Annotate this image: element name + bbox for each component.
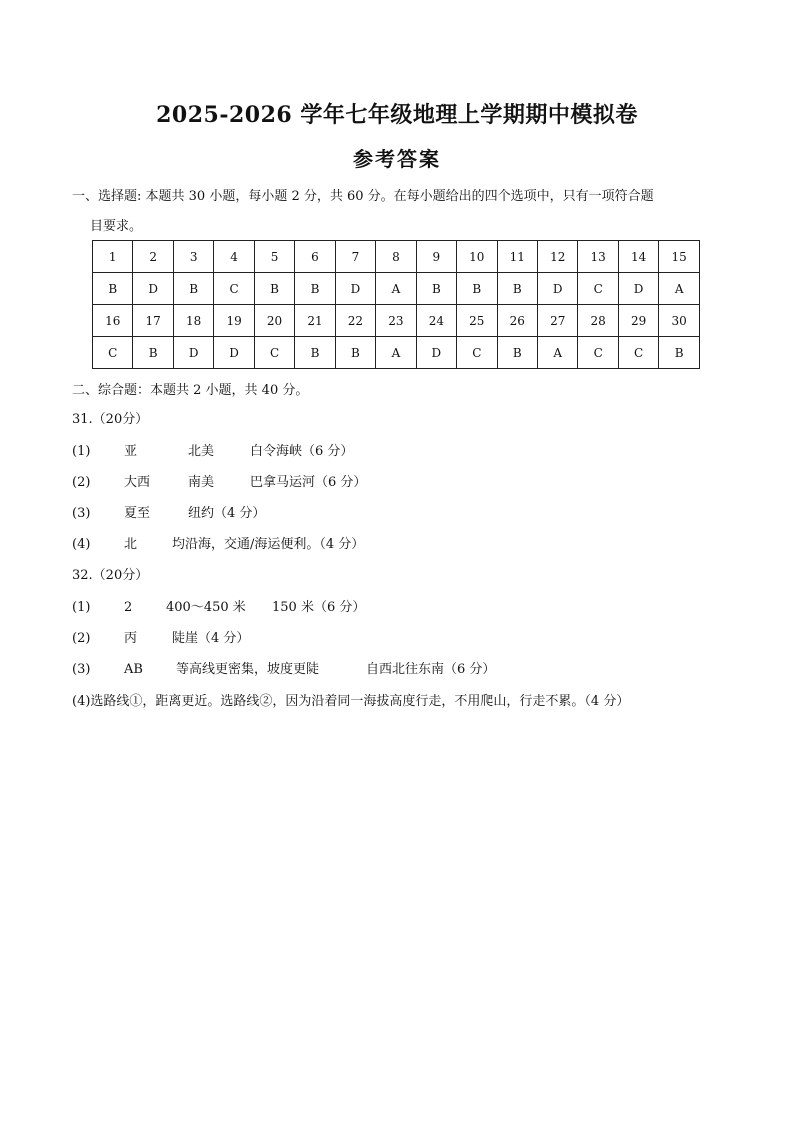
answer-part: AB (124, 662, 143, 677)
q31-answer-4 (72, 533, 364, 552)
answer-letter-cell: B (497, 337, 537, 369)
answer-letter-cell: C (457, 337, 497, 369)
answer-number-cell: 19 (214, 305, 254, 337)
answer-letter-cell: B (457, 273, 497, 305)
answer-number-cell: 26 (497, 305, 537, 337)
section1-intro: 一、选择题: 本题共 30 小题，每小题 2 分，共 60 分。在每小题给出的四个选项中，只有一项符合题 (72, 189, 654, 204)
answer-number-cell: 24 (416, 305, 456, 337)
answer-number-cell: 11 (497, 241, 537, 273)
question-32-header: 32.（20分） (72, 568, 149, 583)
answer-letter-cell: B (497, 273, 537, 305)
answer-number-cell: 30 (659, 305, 700, 337)
item-number: (2) (72, 631, 91, 646)
answer-letter-cell: D (214, 337, 254, 369)
answer-table (92, 240, 700, 369)
answer-letter-cell: C (214, 273, 254, 305)
answer-letter-cell: B (254, 273, 294, 305)
answer-number-cell: 20 (254, 305, 294, 337)
answer-letter-cell: C (578, 337, 618, 369)
section1-intro-continued: 目要求。 (90, 219, 143, 234)
answer-number-cell: 8 (376, 241, 416, 273)
answer-letter-cell: B (93, 273, 133, 305)
q31-answer-3 (72, 502, 265, 521)
answer-part: 白令海峡（6 分） (250, 444, 354, 459)
answer-letter-cell: A (376, 273, 416, 305)
answer-part: 夏至 (124, 506, 151, 521)
q31-answer-2 (72, 471, 366, 490)
answer-number-cell: 22 (335, 305, 375, 337)
answer-letter-cell: D (618, 273, 658, 305)
answer-letter-cell: D (173, 337, 213, 369)
answer-number-cell: 16 (93, 305, 133, 337)
answer-number-cell: 3 (173, 241, 213, 273)
q31-answer-1 (72, 440, 353, 459)
answer-number-cell: 27 (537, 305, 577, 337)
q32-answer-1 (72, 596, 365, 615)
answer-part: 南美 (188, 475, 215, 490)
answer-letter-row (93, 273, 700, 305)
answer-part: 纽约（4 分） (188, 506, 266, 521)
answer-part: 等高线更密集，坡度更陡 (176, 662, 320, 677)
answer-number-cell: 7 (335, 241, 375, 273)
item-number: (2) (72, 475, 91, 490)
item-number: (1) (72, 444, 91, 459)
answer-letter-cell: C (578, 273, 618, 305)
answer-number-cell: 4 (214, 241, 254, 273)
answer-letter-cell: C (618, 337, 658, 369)
answer-number-row (93, 241, 700, 273)
answer-letter-cell: A (376, 337, 416, 369)
answer-number-cell: 15 (659, 241, 700, 273)
answer-letter-cell: B (659, 337, 700, 369)
answer-number-cell: 23 (376, 305, 416, 337)
answer-number-cell: 18 (173, 305, 213, 337)
answer-number-cell: 14 (618, 241, 658, 273)
item-number: (3) (72, 662, 91, 677)
answer-number-row (93, 305, 700, 337)
answer-part: 巴拿马运河（6 分） (250, 475, 367, 490)
answer-letter-cell: B (295, 273, 335, 305)
answer-number-cell: 9 (416, 241, 456, 273)
answer-letter-cell: A (659, 273, 700, 305)
answer-part: 丙 (124, 631, 138, 646)
q32-answer-2 (72, 627, 249, 646)
answer-letter-cell: D (537, 273, 577, 305)
answer-letter-cell: C (254, 337, 294, 369)
page-title: 2025-2026 学年七年级地理上学期期中模拟卷 (156, 102, 638, 128)
answer-part: 大西 (124, 475, 151, 490)
answer-part: 均沿海，交通/海运便利。（4 分） (172, 537, 365, 552)
answer-letter-cell: C (93, 337, 133, 369)
answer-letter-cell: B (295, 337, 335, 369)
answer-number-cell: 13 (578, 241, 618, 273)
item-number: (3) (72, 506, 91, 521)
answer-number-cell: 21 (295, 305, 335, 337)
answer-letter-row (93, 337, 700, 369)
answer-part: 北美 (188, 444, 215, 459)
answer-part: 2 (124, 600, 133, 615)
page-subtitle: 参考答案 (353, 147, 441, 171)
q32-answer-4: (4)选路线①，距离更近。选路线②，因为沿着同一海拔高度行走，不用爬山，行走不累。（4 分） (72, 694, 630, 709)
answer-number-cell: 10 (457, 241, 497, 273)
answer-number-cell: 5 (254, 241, 294, 273)
answer-part: 150 米（6 分） (272, 600, 366, 615)
answer-number-cell: 25 (457, 305, 497, 337)
answer-part: 亚 (124, 444, 138, 459)
answer-part: 自西北往东南（6 分） (366, 662, 496, 677)
answer-letter-cell: B (173, 273, 213, 305)
answer-number-cell: 1 (93, 241, 133, 273)
answer-letter-cell: B (335, 337, 375, 369)
item-number: (4) (72, 537, 91, 552)
item-number: (1) (72, 600, 91, 615)
answer-part: 北 (124, 537, 138, 552)
section2-intro: 二、综合题：本题共 2 小题，共 40 分。 (72, 383, 309, 398)
answer-number-cell: 28 (578, 305, 618, 337)
answer-letter-cell: D (335, 273, 375, 305)
answer-part: 陡崖（4 分） (172, 631, 250, 646)
answer-part: 400～450 米 (166, 600, 246, 615)
q32-answer-3 (72, 658, 495, 677)
answer-letter-cell: D (133, 273, 173, 305)
answer-number-cell: 2 (133, 241, 173, 273)
answer-number-cell: 17 (133, 305, 173, 337)
answer-number-cell: 6 (295, 241, 335, 273)
answer-number-cell: 29 (618, 305, 658, 337)
answer-letter-cell: B (416, 273, 456, 305)
question-31-header: 31.（20分） (72, 412, 149, 427)
answer-letter-cell: D (416, 337, 456, 369)
answer-letter-cell: A (537, 337, 577, 369)
answer-number-cell: 12 (537, 241, 577, 273)
answer-letter-cell: B (133, 337, 173, 369)
